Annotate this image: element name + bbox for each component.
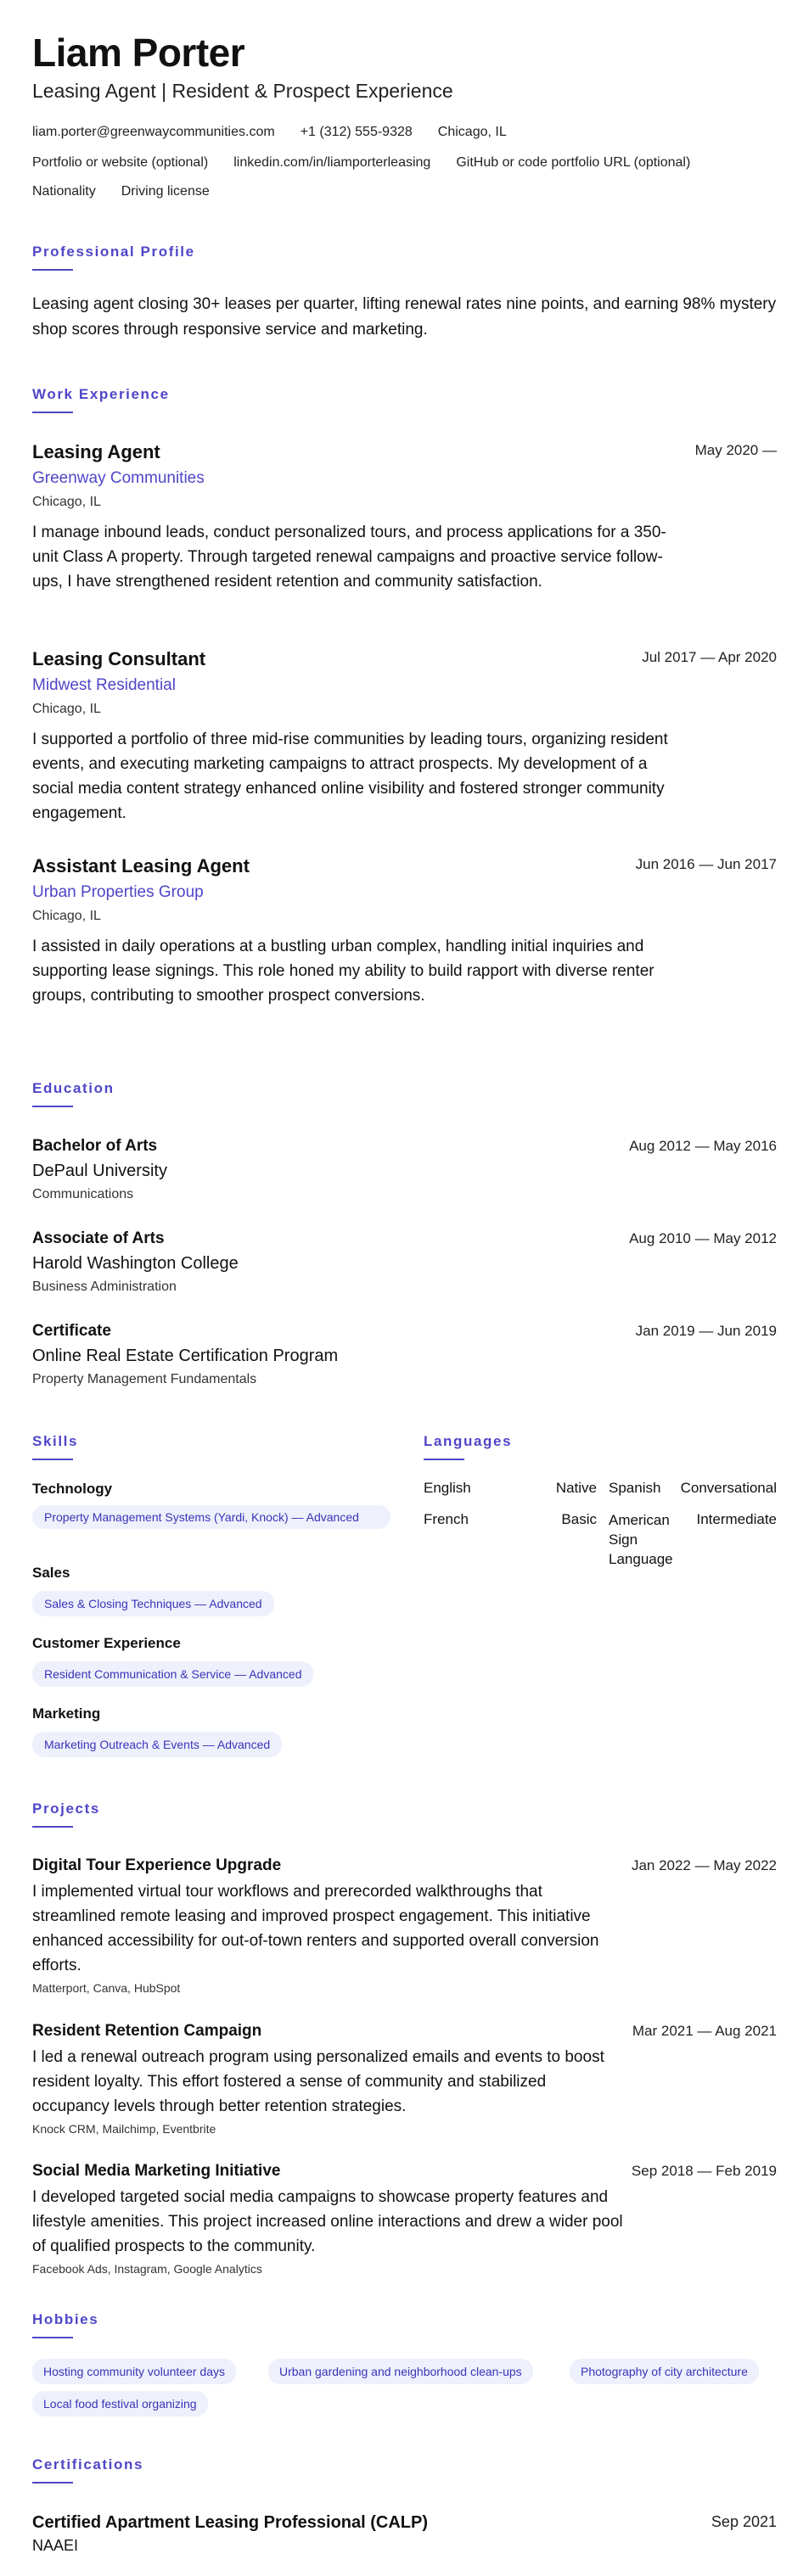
section-title-experience: Work Experience (32, 386, 170, 402)
location-text: Chicago, IL (437, 125, 507, 139)
job-company: Urban Properties Group (32, 883, 204, 901)
education-degree: Bachelor of Arts (32, 1137, 158, 1155)
section-divider (424, 1459, 464, 1460)
experience-entry (32, 440, 777, 594)
language-name: English (424, 1480, 471, 1496)
linkedin-link[interactable]: linkedin.com/in/liamporterleasing (233, 155, 431, 170)
language-name: French (424, 1511, 469, 1527)
job-description: I supported a portfolio of three mid-rise communities by leading tours, organizing resident events, and executing marketing campaigns to attract prospects. My development of a social media content strategy enhanced online visibility and fostered stronger community engagement. (32, 731, 668, 822)
phone-number[interactable]: +1 (312) 555-9328 (300, 125, 413, 139)
education-dates: Jan 2019 — Jun 2019 (635, 1323, 777, 1339)
contact-row (32, 124, 507, 141)
personal-details-row (32, 183, 210, 200)
candidate-name: Liam Porter (32, 31, 245, 75)
section-divider (32, 412, 73, 413)
project-entry (32, 2161, 777, 2277)
education-degree: Certificate (32, 1322, 111, 1340)
job-title: Assistant Leasing Agent (32, 855, 250, 876)
section-title-languages: Languages (424, 1433, 513, 1449)
driving-license-text: Driving license (121, 184, 210, 199)
project-dates: Sep 2018 — Feb 2019 (631, 2163, 777, 2179)
project-tools: Knock CRM, Mailchimp, Eventbrite (32, 2122, 216, 2136)
project-title: Digital Tour Experience Upgrade (32, 1856, 282, 1874)
job-location: Chicago, IL (32, 702, 101, 716)
section-divider (32, 2482, 73, 2484)
language-level: Native (555, 1480, 597, 1496)
job-description: I manage inbound leads, conduct personalized tours, and process applications for a 350-unit Class A property. Through targeted renewal campaigns and proactive service follow-ups, I have strengthened resident retention and community satisfaction. (32, 524, 666, 591)
education-field: Communications (32, 1187, 134, 1201)
skill-category: Customer Experience (32, 1635, 181, 1651)
project-description: I implemented virtual tour workflows and prerecorded walkthroughs that streamlined remote leasing and improved prospect engagement. This initiative enhanced accessibility for out-of-town renters and supported overall conversion efforts. (32, 1883, 599, 1974)
job-title: Leasing Agent (32, 441, 160, 462)
candidate-headline: Leasing Agent | Resident & Prospect Experience (32, 80, 453, 102)
job-company: Midwest Residential (32, 676, 176, 694)
portfolio-link[interactable]: Portfolio or website (optional) (32, 155, 209, 170)
certification-name: Certified Apartment Leasing Professional (CALP) (32, 2513, 428, 2532)
section-title-profile: Professional Profile (32, 244, 195, 260)
section-divider (32, 2337, 73, 2338)
hobby-chip: Local food festival organizing (32, 2391, 208, 2416)
section-title-hobbies: Hobbies (32, 2311, 99, 2327)
certification-date: Sep 2021 (711, 2513, 777, 2530)
project-tools: Facebook Ads, Instagram, Google Analytics (32, 2262, 262, 2276)
project-dates: Jan 2022 — May 2022 (631, 1857, 777, 1873)
job-dates: Jun 2016 — Jun 2017 (635, 856, 777, 872)
skill-category: Marketing (32, 1705, 101, 1722)
certification-entry (32, 2512, 777, 2556)
education-school: Online Real Estate Certification Program (32, 1347, 339, 1365)
language-level: Intermediate (696, 1511, 777, 1527)
hobby-chip: Hosting community volunteer days (32, 2359, 236, 2384)
job-title: Leasing Consultant (32, 648, 206, 669)
project-entry (32, 1856, 777, 1996)
hobby-chip: Photography of city architecture (570, 2359, 759, 2384)
education-dates: Aug 2010 — May 2012 (629, 1230, 777, 1246)
section-title-projects: Projects (32, 1800, 100, 1817)
skill-chip: Marketing Outreach & Events — Advanced (32, 1732, 282, 1757)
language-name: American Sign Language (609, 1512, 673, 1567)
skill-chip: Resident Communication & Service — Advanced (32, 1661, 313, 1687)
education-school: Harold Washington College (32, 1254, 239, 1273)
links-row (32, 154, 690, 171)
language-name: Spanish (609, 1480, 661, 1496)
project-description: I developed targeted social media campaigns to showcase property features and lifestyle amenities. This project increased online interactions and drew a wider pool of qualified prospects to the community. (32, 2188, 623, 2255)
job-dates: Jul 2017 — Apr 2020 (642, 649, 777, 665)
project-entry (32, 2021, 777, 2137)
certification-issuer: NAAEI (32, 2537, 79, 2554)
project-dates: Mar 2021 — Aug 2021 (632, 2023, 777, 2039)
skill-category: Sales (32, 1565, 70, 1581)
language-level: Conversational (680, 1480, 777, 1496)
skill-chip: Property Management Systems (Yardi, Knock) — Advanced (32, 1505, 390, 1529)
education-entry (32, 1136, 777, 1204)
section-divider (32, 1459, 73, 1460)
language-level: Basic (561, 1511, 597, 1527)
education-field: Property Management Fundamentals (32, 1372, 257, 1386)
experience-entry (32, 647, 777, 826)
job-company: Greenway Communities (32, 469, 205, 487)
job-dates: May 2020 — (694, 442, 777, 458)
section-title-education: Education (32, 1080, 115, 1096)
github-link[interactable]: GitHub or code portfolio URL (optional) (456, 155, 691, 170)
email-link[interactable]: liam.porter@greenwaycommunities.com (32, 125, 275, 139)
project-description: I led a renewal outreach program using personalized emails and events to boost resident loyalty. This effort fostered a sense of community and stabilized occupancy levels through better retention strategies. (32, 2048, 604, 2115)
skill-category: Technology (32, 1481, 113, 1497)
section-title-skills: Skills (32, 1433, 79, 1449)
education-degree: Associate of Arts (32, 1229, 165, 1247)
section-divider (32, 1106, 73, 1107)
profile-summary: Leasing agent closing 30+ leases per quarter, lifting renewal rates nine points, and earning 98% mystery shop scores through responsive service and marketing. (32, 295, 777, 339)
skill-chip: Sales & Closing Techniques — Advanced (32, 1591, 274, 1616)
section-divider (32, 1826, 73, 1828)
section-divider (32, 269, 73, 271)
project-title: Social Media Marketing Initiative (32, 2162, 281, 2180)
project-tools: Matterport, Canva, HubSpot (32, 1981, 181, 1995)
section-title-certifications: Certifications (32, 2456, 144, 2472)
hobby-chip: Urban gardening and neighborhood clean-ups (268, 2359, 533, 2384)
job-location: Chicago, IL (32, 495, 101, 509)
job-description: I assisted in daily operations at a bustling urban complex, handling initial inquiries and supporting lease signings. This role honed my ability to build rapport with diverse renter groups, contributing to smoother prospect conversions. (32, 938, 655, 1005)
education-entry (32, 1229, 777, 1296)
project-title: Resident Retention Campaign (32, 2022, 262, 2040)
experience-entry (32, 854, 777, 1008)
education-field: Business Administration (32, 1280, 177, 1294)
education-entry (32, 1321, 777, 1389)
job-location: Chicago, IL (32, 909, 101, 923)
education-school: DePaul University (32, 1162, 167, 1180)
education-dates: Aug 2012 — May 2016 (629, 1138, 777, 1154)
nationality-text: Nationality (32, 184, 96, 199)
